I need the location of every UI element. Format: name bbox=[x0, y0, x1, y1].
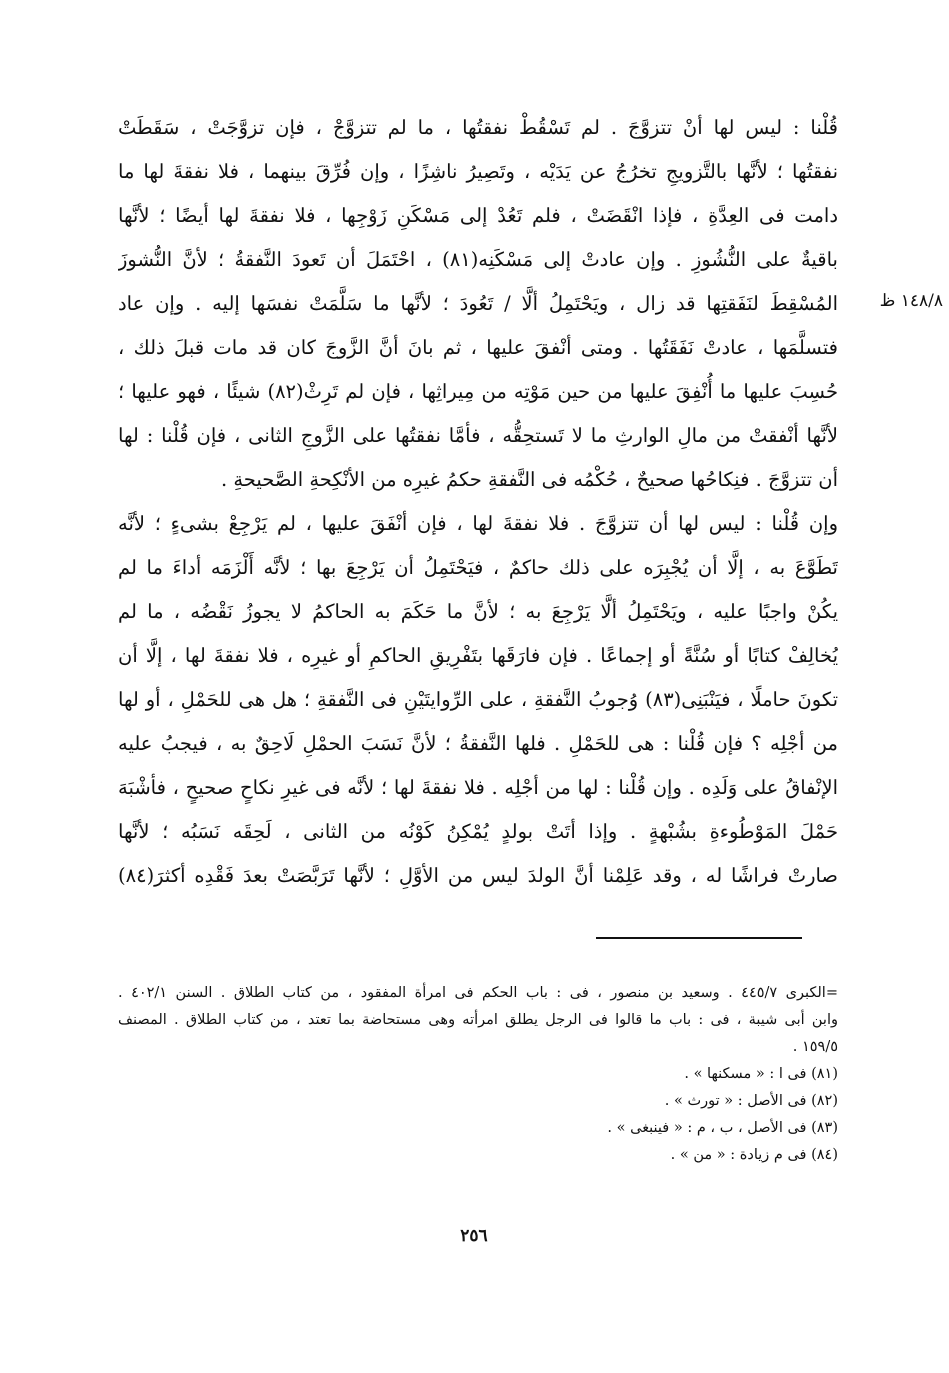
text-line: نفقتُها ؛ لأنَّها بالتَّزويجِ تخرُجُ عن يَدَيْه ، وتَصِيرُ ناشِزًا ، وإن فُرِّقَ بينهما ، فلا نفقةَ لها ما bbox=[118, 160, 838, 183]
footnote-83: (٨٣) فى الأصل ، ب ، م : « فينبغى » . bbox=[607, 1120, 838, 1136]
text-line: المُسْقِطَ لنَفَقتِها قد زال ، ويَحْتَمِلُ ألَّا / تَعُودَ ؛ لأنَّها ما سَلَّمَتْ نفسَها إليه . وإن عاد bbox=[118, 292, 838, 315]
text-line: حَمْلَ المَوْطُوءةِ بشُبْهةٍ . وإذا أتَتْ بولدٍ يُمْكِنُ كَوْنُه من الثانى ، لَحِقَه نَسَبُه ؛ لأنَّها bbox=[118, 820, 838, 843]
text-line: باقيةٌ على النُّشُوزِ . وإن عادتْ إلى مَسْكَنِه(٨١) ، احْتَمَلَ أن تَعودَ النَّفقةُ ؛ لأنَّ النُّشوزَ bbox=[118, 248, 838, 271]
footnote-82: (٨٢) فى الأصل : « تورث » . bbox=[664, 1093, 838, 1109]
text-line: دامت فى العِدَّةِ ، فإذا انْقَضَتْ ، فلم تَعُدْ إلى مَسْكَنِ زَوْجِها ، فلا نفقةَ لها أيضًا ؛ لأنَّها bbox=[118, 204, 838, 227]
footnote-line: =الكبرى ٤٤٥/٧ . وسعيد بن منصور ، فى : باب الحكم فى امرأة المفقود ، من كتاب الطلاق . السنن ٤٠٢/١ . bbox=[118, 985, 838, 1001]
text-line: وإن قُلْنا : ليس لها أن تتزوَّجَ . فلا نفقةَ لها ، فإن أنْفَقَ عليها ، لم يَرْجِعْ بشىءٍ ؛ لأنَّه bbox=[118, 512, 838, 535]
text-line: صارتْ فراشًا له ، وقد عَلِمْنا أنَّ الولدَ ليس من الأوَّلِ ؛ لأنَّها تَرَبَّصَتْ بعدَ فَقْدِه أكثرَ(٨٤) bbox=[118, 864, 838, 887]
text-line: فتسلَّمَها ، عادتْ نَفَقَتُها . ومتى أنْفقَ عليها ، ثم بانَ أنَّ الزَّوجَ كان قد مات قبلَ ذلك ، bbox=[118, 336, 838, 359]
footnote-81: (٨١) فى ا : « مسكنها » . bbox=[684, 1066, 838, 1082]
text-line: تَطَوَّعَ به ، إلَّا أن يُجْبِرَه على ذلك حاكمٌ ، فيَحْتَمِلُ أن يَرْجِعَ بها ؛ لأنَّه أَلْزَمَه أداءَ ما لم bbox=[118, 556, 838, 579]
footnote-line: وابن أبى شيبة ، فى : باب ما قالوا فى الرجل يطلق امرأته وهى مستحاضة بما تعتد ، من كتاب الطلاق . المصنف bbox=[118, 1012, 838, 1028]
main-text-body bbox=[118, 106, 838, 898]
footnote-line: ١٥٩/٥ . bbox=[792, 1039, 838, 1055]
text-line: تكونَ حاملًا ، فيَنْبَنِى(٨٣) وُجوبُ النَّفقةِ ، على الرِّوايتَيْنِ فى النَّفقةِ ؛ هل هى للحَمْلِ ، أو لها bbox=[118, 688, 838, 711]
footnotes-section bbox=[118, 980, 838, 1169]
margin-manuscript-reference: ١٤٨/٨ ظ bbox=[879, 291, 943, 311]
page-number: ٢٥٦ bbox=[460, 1226, 488, 1246]
footnote-84: (٨٤) فى م زيادة : « من » . bbox=[670, 1147, 838, 1163]
text-line: يُخالِفْ كتابًا أو سُنَّةً أو إجماعًا . فإن فارَقَها بتَفْرِيقِ الحاكمِ أو غيرِه ، فلا نفقةَ لها ، إلَّا أن bbox=[118, 644, 838, 667]
text-line: لأنَّها أنْفقتْ من مالِ الوارثِ ما لا تَستحِقُّه ، فأمَّا نفقتُها على الزَّوجِ الثانى ، فإن قُلْنا : لها bbox=[118, 424, 838, 447]
text-line: أن تتزوَّجَ . فنِكاحُها صحيحٌ ، حُكْمُه فى النَّفقةِ حكمُ غيرِه من الأنْكِحةِ الصَّحيحةِ . bbox=[220, 468, 838, 491]
text-line: يكُنْ واجبًا عليه ، ويَحْتَمِلُ ألَّا يَرْجِعَ به ؛ لأنَّ ما حَكَمَ به الحاكمُ لا يجوزُ نَقْضُه ، ما لم bbox=[118, 600, 838, 623]
text-line: حُسِبَ عليها ما أُنْفِقَ عليها من حين مَوْتِه من مِيراثِها ، فإن لم تَرِثْ(٨٢) شيئًا ، فهو عليها ؛ bbox=[118, 380, 838, 403]
text-line: الإنْفاقُ على وَلَدِه . وإن قُلْنا : لها من أجْلِه . فلا نفقةَ لها ؛ لأنَّه فى غيرِ نكاحٍ صحيحٍ ، فأشْبَهَ bbox=[118, 776, 838, 799]
text-line: من أجْلِه ؟ فإن قُلْنا : هى للحَمْلِ . فلها النَّفقةُ ؛ لأنَّ نَسَبَ الحمْلِ لَاحِقٌ به ، فيجبُ عليه bbox=[118, 732, 838, 755]
text-line: قُلْنا : ليس لها أنْ تتزوَّجَ . لم تَسْقُطْ نفقتُها ، ما لم تتزوَّجْ ، فإن تزوَّجَتْ ، سَقَطَتْ bbox=[118, 116, 838, 139]
footnote-separator bbox=[596, 937, 802, 939]
